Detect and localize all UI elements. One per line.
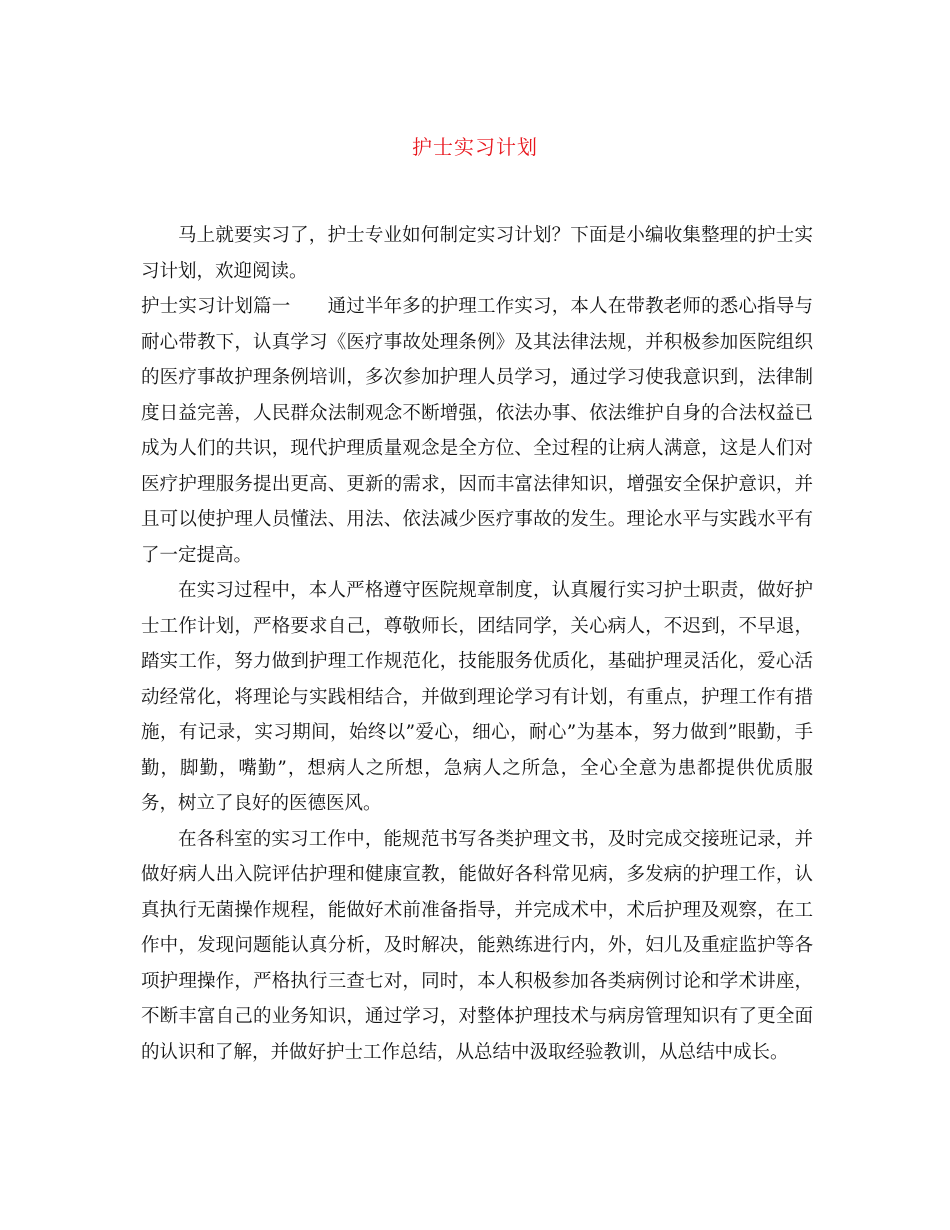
document-title: 护士实习计划 xyxy=(412,135,538,159)
paragraph-1-text: 通过半年多的护理工作实习，本人在带教老师的悉心指导与耐心带教下，认真学习《医疗事故处理条例》及其法律法规，并积极参加医院组织的医疗事故护理条例培训，多次参加护理人员学习，通过学习使我意识到，法律制度日益完善，人民群众法制观念不断增强，依法办事、依法维护自身的合法权益已成为人们的共识，现代护理质量观念是全方位、全过程的让病人满意，这是人们对医疗护理服务提出更高、更新的需求，因而丰富法律知识，增强安全保护意识，并且可以使护理人员懂法、用法、依法减少医疗事故的发生。理论水平与实践水平有了一定提高。 xyxy=(141,296,813,566)
paragraph-2: 在实习过程中，本人严格遵守医院规章制度，认真履行实习护士职责，做好护士工作计划，严格要求自己，尊敬师长，团结同学，关心病人，不迟到，不早退，踏实工作，努力做到护理工作规范化，技能服务优质化，基础护理灵活化，爱心活动经常化，将理论与实践相结合，并做到理论学习有计划，有重点，护理工作有措施，有记录，实习期间，始终以”爱心，细心，耐心”为基本，努力做到”眼勤，手勤，脚勤，嘴勤”，想病人之所想，急病人之所急，全心全意为患都提供优质服务，树立了良好的医德医风。 xyxy=(141,580,813,814)
section-paragraph-1 xyxy=(141,289,813,573)
section-heading: 护士实习计划篇一 xyxy=(141,296,291,317)
paragraph-3: 在各科室的实习工作中，能规范书写各类护理文书，及时完成交接班记录，并做好病人出入院评估护理和健康宣教，能做好各科常见病，多发病的护理工作，认真执行无菌操作规程，能做好术前准备指导，并完成术中，术后护理及观察，在工作中，发现问题能认真分析，及时解决，能熟练进行内，外，妇儿及重症监护等各项护理操作，严格执行三查七对，同时，本人积极参加各类病例讨论和学术讲座，不断丰富自己的业务知识，通过学习，对整体护理技术与病房管理知识有了更全面的认识和了解，并做好护士工作总结，从总结中汲取经验教训，从总结中成长。 xyxy=(141,828,813,1063)
document-body xyxy=(141,218,813,1070)
intro-paragraph: 马上就要实习了，护士专业如何制定实习计划？下面是小编收集整理的护士实习计划，欢迎阅读。 xyxy=(141,225,813,282)
